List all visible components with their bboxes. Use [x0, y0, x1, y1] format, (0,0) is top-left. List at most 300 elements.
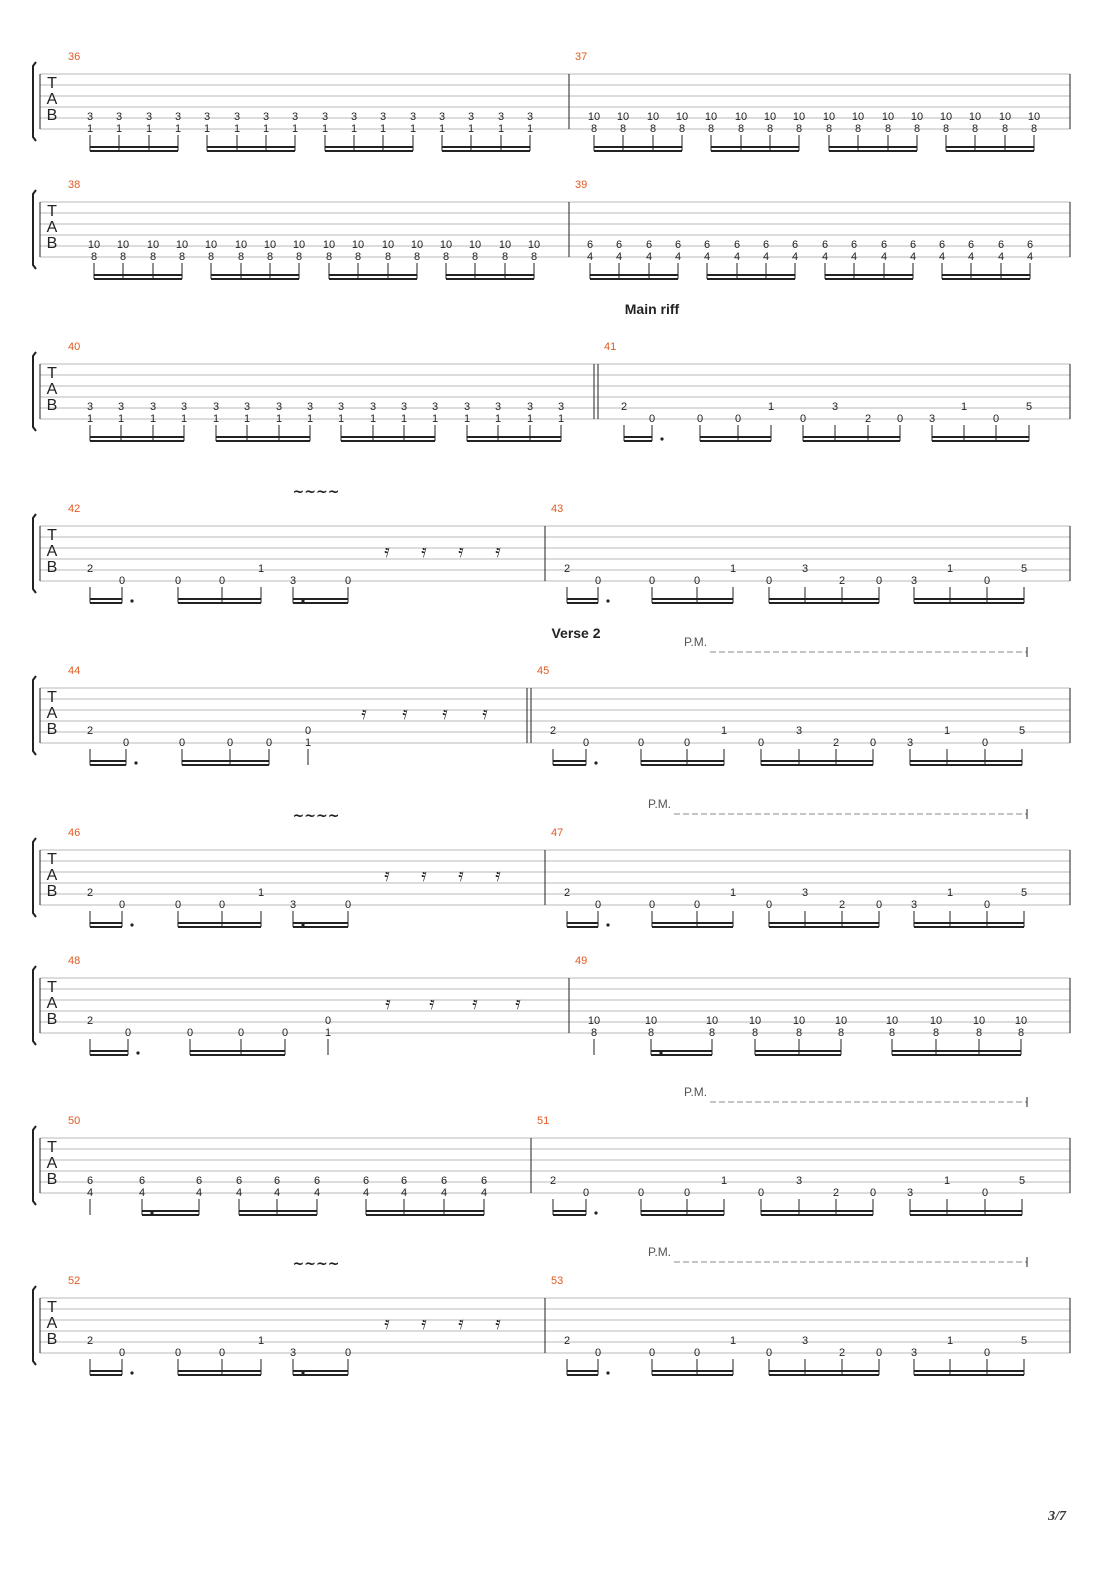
fret-number: 0: [118, 1347, 126, 1359]
fret-number: 4: [273, 1187, 281, 1199]
fret-number: 8: [325, 251, 333, 263]
fret-number: 5: [1020, 1335, 1028, 1347]
fret-number: 4: [586, 251, 594, 263]
tab-clef-letter: A: [46, 705, 58, 722]
fret-number: 1: [243, 413, 251, 425]
fret-number: 0: [693, 1347, 701, 1359]
fret-number: 0: [637, 1187, 645, 1199]
fret-number: 1: [557, 413, 565, 425]
fret-number: 3: [180, 401, 188, 413]
fret-number: 3: [86, 111, 94, 123]
fret-number: 1: [86, 123, 94, 135]
fret-number: 5: [1025, 401, 1033, 413]
fret-number: 0: [875, 899, 883, 911]
fret-number: 10: [234, 239, 248, 251]
vibrato-icon: ~~~~: [292, 808, 340, 824]
fret-number: 6: [1026, 239, 1034, 251]
fret-number: 8: [884, 123, 892, 135]
fret-number: 1: [729, 887, 737, 899]
tab-clef-letter: T: [47, 527, 57, 544]
fret-number: 3: [467, 111, 475, 123]
fret-number: 1: [149, 413, 157, 425]
measure-number: 48: [68, 955, 81, 967]
fret-number: 10: [763, 111, 777, 123]
fret-number: 2: [549, 1175, 557, 1187]
fret-number: 6: [586, 239, 594, 251]
sixteenth-rest-icon: 𝄿: [421, 541, 427, 562]
fret-number: 4: [997, 251, 1005, 263]
fret-number: 8: [354, 251, 362, 263]
system-bracket: [33, 190, 36, 269]
fret-number: 2: [838, 899, 846, 911]
fret-number: 0: [648, 899, 656, 911]
fret-number: 8: [590, 123, 598, 135]
tab-clef-letter: B: [46, 397, 58, 414]
fret-number: 10: [1014, 1015, 1028, 1027]
fret-number: 3: [463, 401, 471, 413]
fret-number: 10: [792, 1015, 806, 1027]
fret-number: 0: [648, 413, 656, 425]
fret-number: 1: [946, 563, 954, 575]
fret-number: 8: [413, 251, 421, 263]
fret-number: 1: [720, 1175, 728, 1187]
fret-number: 1: [379, 123, 387, 135]
fret-number: 0: [124, 1027, 132, 1039]
vibrato-icon: ~~~~: [292, 1256, 340, 1272]
fret-number: 4: [615, 251, 623, 263]
rhythm-dot: [130, 1371, 133, 1374]
section-label: Verse 2: [551, 625, 601, 641]
system-bracket: [33, 966, 36, 1045]
fret-number: 10: [646, 111, 660, 123]
fret-number: 10: [527, 239, 541, 251]
sixteenth-rest-icon: 𝄿: [458, 1313, 464, 1334]
measure-number: 36: [68, 51, 81, 63]
fret-number: 4: [967, 251, 975, 263]
fret-number: 0: [992, 413, 1000, 425]
fret-number: 3: [497, 111, 505, 123]
fret-number: 2: [838, 1347, 846, 1359]
rhythm-dot: [301, 599, 304, 602]
fret-number: 10: [87, 239, 101, 251]
fret-number: 8: [837, 1027, 845, 1039]
fret-number: 2: [563, 563, 571, 575]
fret-number: 3: [906, 737, 914, 749]
fret-number: 8: [795, 1027, 803, 1039]
tab-clef-letter: T: [47, 979, 57, 996]
fret-number: 1: [262, 123, 270, 135]
tab-clef-letter: T: [47, 1139, 57, 1156]
fret-number: 10: [322, 239, 336, 251]
fret-number: 0: [582, 1187, 590, 1199]
fret-number: 1: [291, 123, 299, 135]
fret-number: 2: [620, 401, 628, 413]
fret-number: 1: [494, 413, 502, 425]
fret-number: 1: [203, 123, 211, 135]
measure-number: 50: [68, 1115, 81, 1127]
fret-number: 0: [683, 737, 691, 749]
fret-number: 1: [306, 413, 314, 425]
fret-number: 3: [431, 401, 439, 413]
fret-number: 1: [180, 413, 188, 425]
fret-number: 3: [795, 725, 803, 737]
fret-number: 10: [910, 111, 924, 123]
fret-number: 3: [910, 575, 918, 587]
fret-number: 3: [557, 401, 565, 413]
fret-number: 6: [362, 1175, 370, 1187]
fret-number: 1: [369, 413, 377, 425]
fret-number: 1: [304, 737, 312, 749]
measure-number: 41: [604, 341, 617, 353]
fret-number: 1: [145, 123, 153, 135]
fret-number: 6: [733, 239, 741, 251]
rhythm-dot: [150, 1211, 153, 1214]
fret-number: 8: [854, 123, 862, 135]
fret-number: 5: [1018, 725, 1026, 737]
fret-number: 3: [289, 899, 297, 911]
fret-number: 1: [431, 413, 439, 425]
fret-number: 10: [351, 239, 365, 251]
fret-number: 1: [324, 1027, 332, 1039]
fret-number: 10: [498, 239, 512, 251]
fret-number: 6: [821, 239, 829, 251]
fret-number: 8: [295, 251, 303, 263]
system-bracket: [33, 514, 36, 593]
tab-clef-letter: B: [46, 559, 58, 576]
fret-number: 6: [645, 239, 653, 251]
fret-number: 8: [90, 251, 98, 263]
fret-number: 0: [594, 575, 602, 587]
fret-number: 8: [1001, 123, 1009, 135]
fret-number: 0: [174, 1347, 182, 1359]
fret-number: 4: [313, 1187, 321, 1199]
measure-number: 47: [551, 827, 564, 839]
fret-number: 1: [115, 123, 123, 135]
fret-number: 0: [693, 899, 701, 911]
sixteenth-rest-icon: 𝄿: [495, 865, 501, 886]
fret-number: 6: [909, 239, 917, 251]
fret-number: 3: [526, 401, 534, 413]
fret-number: 8: [501, 251, 509, 263]
tab-clef-letter: T: [47, 365, 57, 382]
fret-number: 10: [748, 1015, 762, 1027]
fret-number: 0: [304, 725, 312, 737]
fret-number: 3: [438, 111, 446, 123]
fret-number: 3: [795, 1175, 803, 1187]
fret-number: 2: [832, 1187, 840, 1199]
fret-number: 3: [262, 111, 270, 123]
fret-number: 8: [178, 251, 186, 263]
tab-clef-letter: T: [47, 689, 57, 706]
fret-number: 1: [257, 1335, 265, 1347]
fret-number: 3: [910, 1347, 918, 1359]
fret-number: 3: [409, 111, 417, 123]
fret-number: 1: [943, 1175, 951, 1187]
fret-number: 2: [838, 575, 846, 587]
fret-number: 0: [582, 737, 590, 749]
fret-number: 5: [1020, 563, 1028, 575]
fret-number: 1: [526, 123, 534, 135]
fret-number: 1: [212, 413, 220, 425]
fret-number: 3: [910, 899, 918, 911]
fret-number: 3: [117, 401, 125, 413]
fret-number: 1: [438, 123, 446, 135]
fret-number: 0: [226, 737, 234, 749]
fret-number: 10: [939, 111, 953, 123]
fret-number: 8: [647, 1027, 655, 1039]
sixteenth-rest-icon: 𝄿: [442, 703, 448, 724]
fret-number: 4: [674, 251, 682, 263]
fret-number: 3: [86, 401, 94, 413]
fret-number: 4: [733, 251, 741, 263]
tab-clef-letter: A: [46, 543, 58, 560]
fret-number: 10: [705, 1015, 719, 1027]
rhythm-dot: [660, 437, 663, 440]
fret-number: 8: [932, 1027, 940, 1039]
fret-number: 8: [795, 123, 803, 135]
fret-number: 8: [913, 123, 921, 135]
fret-number: 0: [875, 575, 883, 587]
system-bracket: [33, 352, 36, 431]
sixteenth-rest-icon: 𝄿: [458, 865, 464, 886]
fret-number: 0: [174, 899, 182, 911]
fret-number: 0: [869, 1187, 877, 1199]
fret-number: 5: [1018, 1175, 1026, 1187]
fret-number: 4: [821, 251, 829, 263]
fret-number: 3: [275, 401, 283, 413]
fret-number: 0: [765, 575, 773, 587]
sixteenth-rest-icon: 𝄿: [384, 1313, 390, 1334]
fret-number: 0: [218, 575, 226, 587]
fret-number: 6: [997, 239, 1005, 251]
fret-number: 3: [831, 401, 839, 413]
fret-number: 0: [281, 1027, 289, 1039]
fret-number: 8: [737, 123, 745, 135]
palm-mute-label: P.M.: [684, 1085, 708, 1099]
fret-number: 2: [86, 725, 94, 737]
tab-clef-letter: B: [46, 1171, 58, 1188]
fret-number: 1: [497, 123, 505, 135]
rhythm-dot: [130, 599, 133, 602]
fret-number: 1: [946, 887, 954, 899]
fret-number: 3: [928, 413, 936, 425]
sixteenth-rest-icon: 𝄿: [421, 1313, 427, 1334]
fret-number: 8: [766, 123, 774, 135]
tab-clef-letter: B: [46, 1331, 58, 1348]
fret-number: 3: [400, 401, 408, 413]
fret-number: 0: [344, 575, 352, 587]
fret-number: 6: [138, 1175, 146, 1187]
fret-number: 10: [587, 111, 601, 123]
fret-number: 0: [174, 575, 182, 587]
fret-number: 10: [929, 1015, 943, 1027]
sixteenth-rest-icon: 𝄿: [495, 1313, 501, 1334]
fret-number: 0: [637, 737, 645, 749]
fret-number: 2: [86, 1335, 94, 1347]
fret-number: 4: [440, 1187, 448, 1199]
fret-number: 1: [400, 413, 408, 425]
rhythm-dot: [594, 1211, 597, 1214]
fret-number: 4: [86, 1187, 94, 1199]
fret-number: 0: [765, 1347, 773, 1359]
measure-number: 53: [551, 1275, 564, 1287]
measure-number: 45: [537, 665, 550, 677]
fret-number: 10: [146, 239, 160, 251]
tab-clef-letter: A: [46, 381, 58, 398]
rhythm-dot: [301, 923, 304, 926]
fret-number: 4: [762, 251, 770, 263]
page-number: 3/7: [1048, 1509, 1066, 1524]
rhythm-dot: [301, 1371, 304, 1374]
sixteenth-rest-icon: 𝄿: [482, 703, 488, 724]
tab-clef-letter: A: [46, 995, 58, 1012]
fret-number: 4: [791, 251, 799, 263]
fret-number: 3: [350, 111, 358, 123]
fret-number: 3: [289, 575, 297, 587]
fret-number: 1: [174, 123, 182, 135]
fret-number: 0: [122, 737, 130, 749]
fret-number: 6: [791, 239, 799, 251]
fret-number: 3: [212, 401, 220, 413]
fret-number: 0: [178, 737, 186, 749]
fret-number: 10: [175, 239, 189, 251]
fret-number: 10: [439, 239, 453, 251]
tab-clef-letter: T: [47, 851, 57, 868]
fret-number: 1: [943, 725, 951, 737]
fret-number: 4: [400, 1187, 408, 1199]
fret-number: 8: [1030, 123, 1038, 135]
fret-number: 8: [442, 251, 450, 263]
fret-number: 8: [237, 251, 245, 263]
fret-number: 0: [186, 1027, 194, 1039]
fret-number: 0: [118, 575, 126, 587]
sixteenth-rest-icon: 𝄿: [385, 993, 391, 1014]
fret-number: 8: [649, 123, 657, 135]
fret-number: 2: [563, 1335, 571, 1347]
fret-number: 1: [257, 563, 265, 575]
tab-clef-letter: T: [47, 75, 57, 92]
fret-number: 1: [275, 413, 283, 425]
fret-number: 0: [983, 1347, 991, 1359]
measure-number: 46: [68, 827, 81, 839]
fret-number: 10: [468, 239, 482, 251]
fret-number: 0: [218, 899, 226, 911]
fret-number: 4: [703, 251, 711, 263]
fret-number: 6: [967, 239, 975, 251]
fret-number: 0: [344, 899, 352, 911]
system-bracket: [33, 1126, 36, 1205]
fret-number: 3: [369, 401, 377, 413]
fret-number: 4: [909, 251, 917, 263]
fret-number: 10: [704, 111, 718, 123]
fret-number: 3: [801, 887, 809, 899]
fret-number: 3: [145, 111, 153, 123]
fret-number: 6: [440, 1175, 448, 1187]
fret-number: 0: [983, 899, 991, 911]
fret-number: 0: [648, 575, 656, 587]
sixteenth-rest-icon: 𝄿: [495, 541, 501, 562]
palm-mute-label: P.M.: [648, 1245, 672, 1259]
fret-number: 0: [983, 575, 991, 587]
fret-number: 10: [204, 239, 218, 251]
tab-clef-letter: T: [47, 1299, 57, 1316]
tab-clef-letter: B: [46, 235, 58, 252]
palm-mute-label: P.M.: [648, 797, 672, 811]
fret-number: 0: [734, 413, 742, 425]
fret-number: 1: [86, 413, 94, 425]
fret-number: 6: [235, 1175, 243, 1187]
fret-number: 1: [409, 123, 417, 135]
fret-number: 10: [834, 1015, 848, 1027]
fret-number: 10: [116, 239, 130, 251]
fret-number: 0: [896, 413, 904, 425]
fret-number: 3: [243, 401, 251, 413]
fret-number: 10: [616, 111, 630, 123]
fret-number: 10: [587, 1015, 601, 1027]
fret-number: 10: [792, 111, 806, 123]
fret-number: 6: [880, 239, 888, 251]
fret-number: 1: [117, 413, 125, 425]
fret-number: 2: [864, 413, 872, 425]
fret-number: 8: [619, 123, 627, 135]
fret-number: 10: [410, 239, 424, 251]
fret-number: 3: [174, 111, 182, 123]
system-bracket: [33, 838, 36, 917]
fret-number: 2: [832, 737, 840, 749]
fret-number: 1: [729, 1335, 737, 1347]
sixteenth-rest-icon: 𝄿: [402, 703, 408, 724]
rhythm-dot: [606, 599, 609, 602]
fret-number: 10: [822, 111, 836, 123]
fret-number: 1: [767, 401, 775, 413]
fret-number: 10: [968, 111, 982, 123]
sixteenth-rest-icon: 𝄿: [361, 703, 367, 724]
fret-number: 10: [734, 111, 748, 123]
sixteenth-rest-icon: 𝄿: [458, 541, 464, 562]
fret-number: 0: [118, 899, 126, 911]
fret-number: 4: [850, 251, 858, 263]
fret-number: 8: [266, 251, 274, 263]
fret-number: 8: [942, 123, 950, 135]
fret-number: 3: [115, 111, 123, 123]
fret-number: 8: [825, 123, 833, 135]
fret-number: 1: [257, 887, 265, 899]
fret-number: 1: [463, 413, 471, 425]
fret-number: 8: [708, 1027, 716, 1039]
fret-number: 0: [869, 737, 877, 749]
fret-number: 4: [195, 1187, 203, 1199]
fret-number: 8: [1017, 1027, 1025, 1039]
fret-number: 8: [471, 251, 479, 263]
fret-number: 6: [480, 1175, 488, 1187]
fret-number: 6: [703, 239, 711, 251]
fret-number: 6: [313, 1175, 321, 1187]
measure-number: 49: [575, 955, 588, 967]
measure-number: 43: [551, 503, 564, 515]
fret-number: 8: [751, 1027, 759, 1039]
fret-number: 10: [972, 1015, 986, 1027]
fret-number: 4: [1026, 251, 1034, 263]
fret-number: 3: [801, 1335, 809, 1347]
fret-number: 3: [526, 111, 534, 123]
fret-number: 8: [149, 251, 157, 263]
sixteenth-rest-icon: 𝄿: [384, 541, 390, 562]
tab-clef-letter: A: [46, 867, 58, 884]
fret-number: 3: [289, 1347, 297, 1359]
fret-number: 8: [384, 251, 392, 263]
fret-number: 0: [265, 737, 273, 749]
fret-number: 0: [696, 413, 704, 425]
